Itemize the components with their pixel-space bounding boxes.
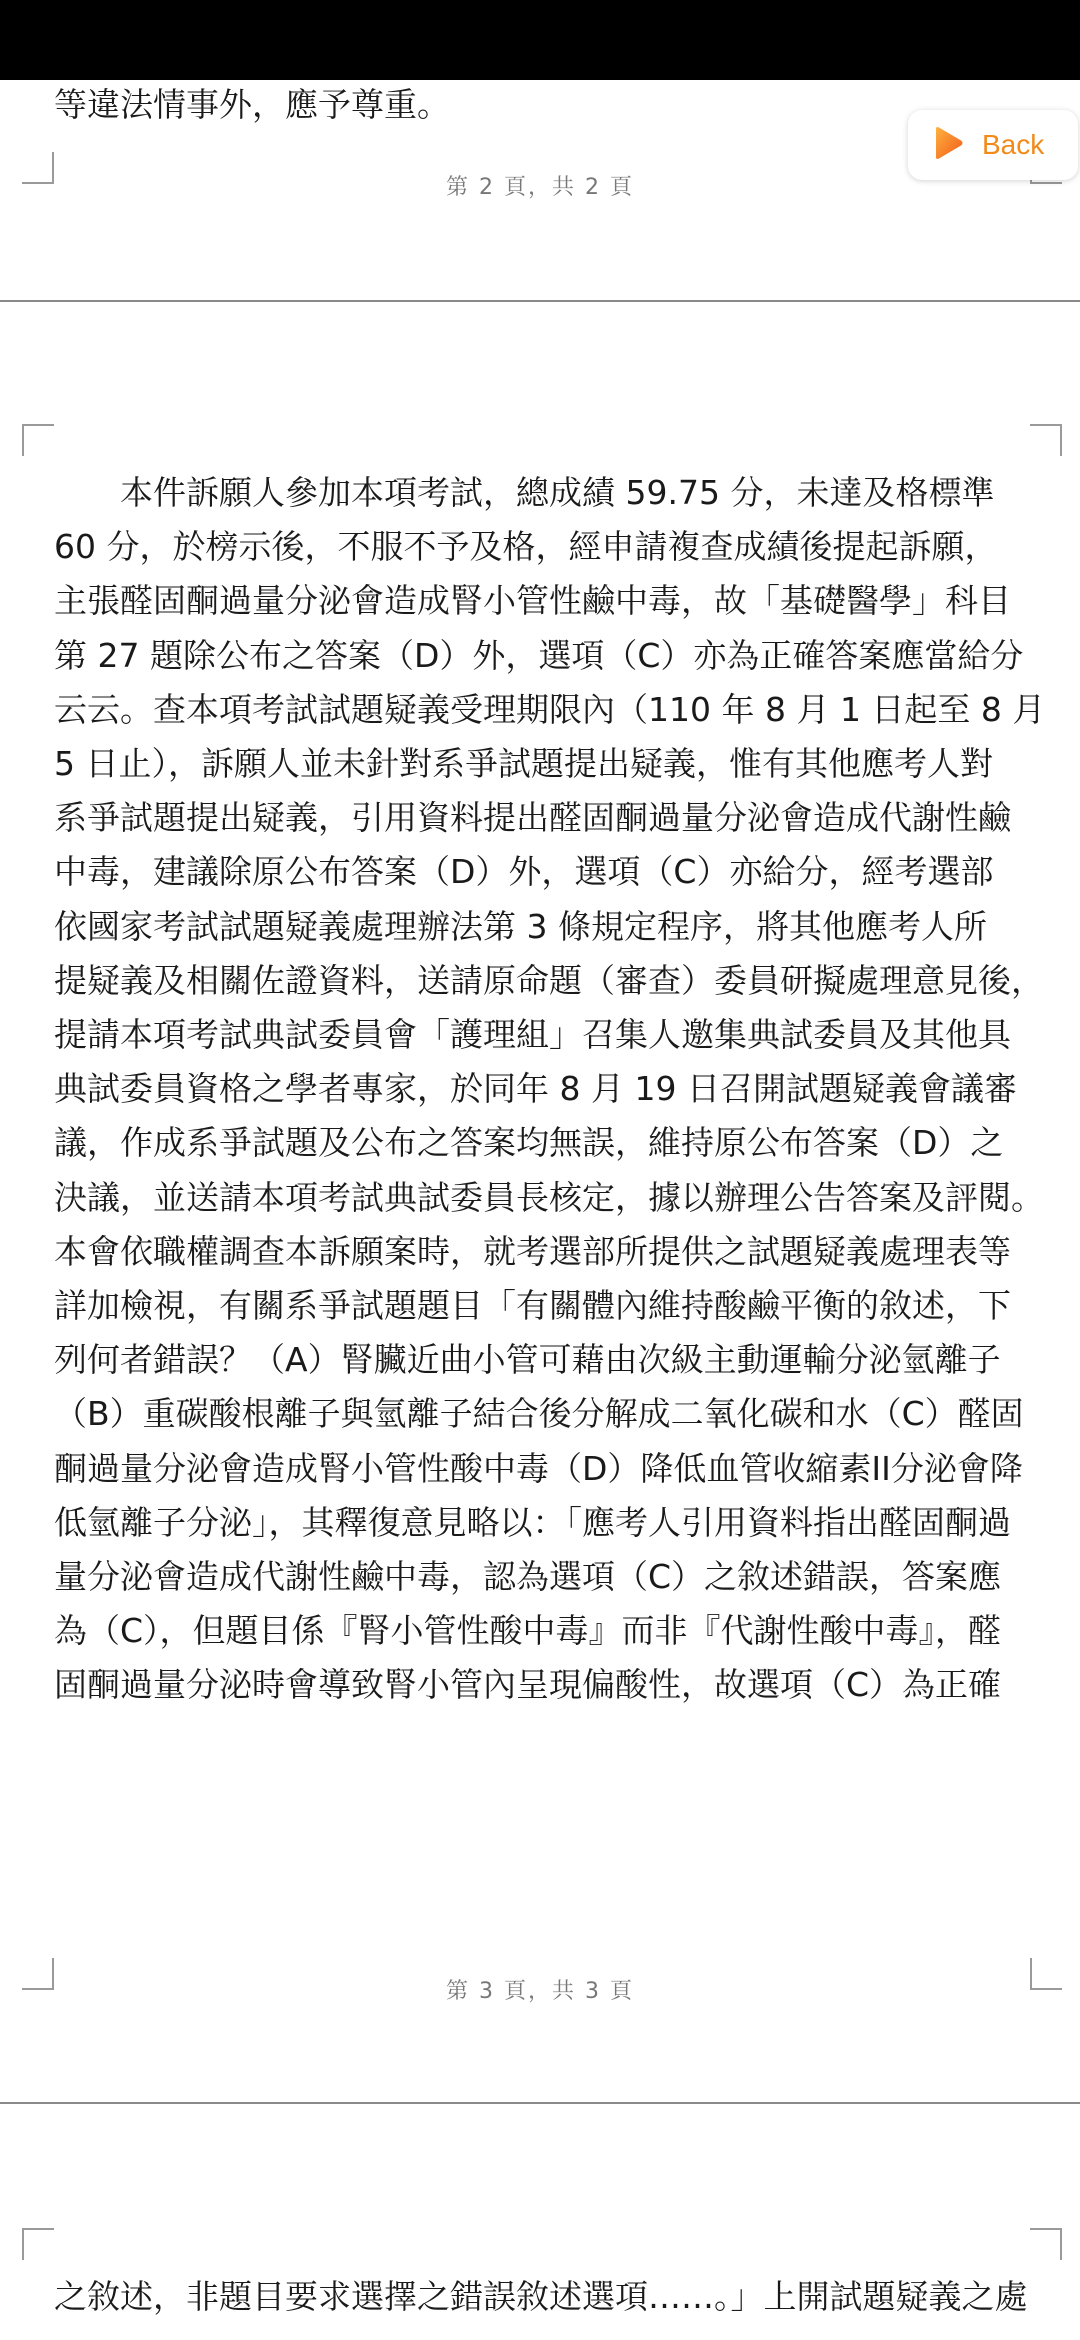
page2-footer: 第 2 頁，共 2 頁 [446, 175, 634, 200]
page3-text-line: 詳加檢視，有關系爭試題題目「有關體內維持酸鹼平衡的敘述，下 [54, 1286, 1011, 1325]
page3-text-line: 主張醛固酮過量分泌會造成腎小管性鹼中毒，故「基礎醫學」科目 [54, 581, 1011, 621]
page3-text-line: 決議，並送請本項考試典試委員長核定，據以辦理公告答案及評閱。 [54, 1177, 1044, 1217]
back-label: Back [982, 129, 1045, 160]
page4-first-line: 之敘述，非題目要求選擇之錯誤敘述選項……。」上開試題疑義之處 [54, 2277, 1028, 2316]
page3-corner-top-left [22, 424, 54, 456]
play-triangle-icon [932, 126, 964, 164]
page4-corner-top-left [22, 2228, 54, 2260]
page3-text-line: 量分泌會造成代謝性鹼中毒，認為選項（C）之敘述錯誤，答案應 [54, 1557, 1002, 1596]
page3-text-line: 本會依職權調查本訴願案時，就考選部所提供之試題疑義處理表等 [54, 1231, 1011, 1271]
page3-text-line: 固酮過量分泌時會導致腎小管內呈現偏酸性，故選項（C）為正確 [54, 1665, 1002, 1705]
page3-footer: 第 3 頁，共 3 頁 [446, 1979, 634, 2004]
page3-text-line: 低氫離子分泌」，其釋復意見略以：「應考人引用資料指出醛固酮過 [54, 1502, 1011, 1542]
page-separator [0, 300, 1080, 302]
page3-text-line: 列何者錯誤？（A）腎臟近曲小管可藉由次級主動運輸分泌氫離子 [54, 1340, 1001, 1380]
page-separator [0, 2102, 1080, 2104]
page3-text-line: 典試委員資格之學者專家，於同年 8 月 19 日召開試題疑義會議審 [54, 1069, 1017, 1109]
page3-corner-top-right [1030, 424, 1062, 456]
page3-text-line: 酮過量分泌會造成腎小管性酸中毒（D）降低血管收縮素II分泌會降 [54, 1448, 1023, 1488]
status-bar [0, 0, 1080, 80]
page3-text-line: 議，作成系爭試題及公布之答案均無誤，維持原公布答案（D）之 [54, 1123, 1004, 1163]
page4-corner-top-right [1030, 2228, 1062, 2260]
page2-last-line: 等違法情事外，應予尊重。 [54, 85, 450, 124]
page3-text-line: 提請本項考試典試委員會「護理組」召集人邀集典試委員及其他具 [54, 1015, 1011, 1054]
page3-text-line: 5 日止），訴願人並未針對系爭試題提出疑義，惟有其他應考人對 [54, 744, 993, 783]
page3-text-line: 第 27 題除公布之答案（D）外，選項（C）亦為正確答案應當給分 [54, 635, 1024, 675]
page3-text-line: 本件訴願人參加本項考試，總成績 59.75 分，未達及格標準 [54, 473, 995, 512]
page3-text-line: 中毒，建議除原公布答案（D）外，選項（C）亦給分，經考選部 [54, 852, 994, 892]
page3-text-line: 60 分，於榜示後，不服不予及格，經申請複查成績後提起訴願， [54, 527, 998, 567]
page3-text-line: 系爭試題提出疑義，引用資料提出醛固酮過量分泌會造成代謝性鹼 [54, 798, 1011, 838]
page3-text-line: 依國家考試試題疑義處理辦法第 3 條規定程序，將其他應考人所 [54, 906, 987, 946]
page3-text-line: 為（C），但題目係『腎小管性酸中毒』而非『代謝性酸中毒』，醛 [54, 1611, 1002, 1651]
back-button[interactable] [908, 110, 1078, 180]
page3-text-line: 云云。查本項考試試題疑義受理期限內（110 年 8 月 1 日起至 8 月 [54, 689, 1046, 729]
page3-text-line: 提疑義及相關佐證資料，送請原命題（審查）委員研擬處理意見後， [54, 960, 1044, 1000]
page3-text-line: （B）重碳酸根離子與氫離子結合後分解成二氧化碳和水（C）醛固 [54, 1394, 1024, 1434]
